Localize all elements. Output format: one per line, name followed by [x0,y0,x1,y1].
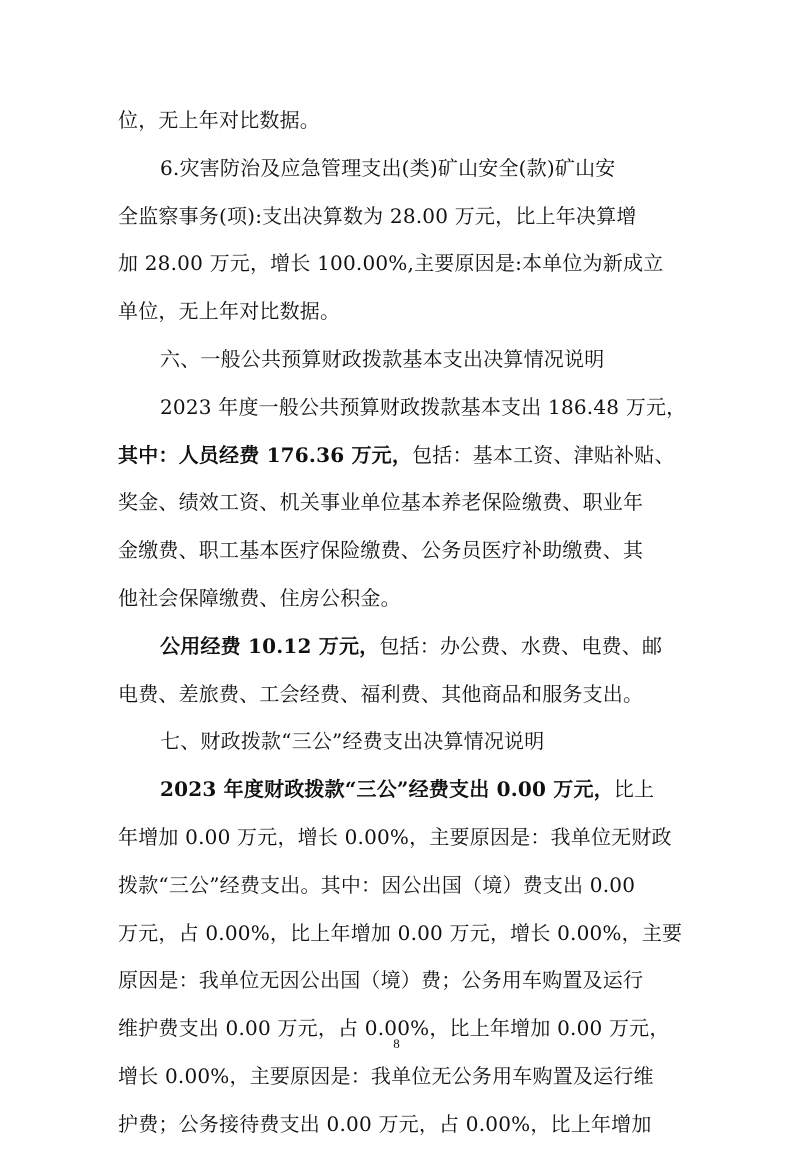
paragraph-line: 2023 年度一般公共预算财政拨款基本支出 186.48 万元， [160,394,687,419]
paragraph-line: 维护费支出 0.00 万元，占 0.00%，比上年增加 0.00 万元， [118,1016,670,1041]
paragraph-line: 位，无上年对比数据。 [118,108,320,132]
paragraph-line: 2023 年度财政拨款“三公”经费支出 0.00 万元，比上 [160,777,655,802]
section-heading: 七、财政拨款“三公”经费支出决算情况说明 [160,729,545,754]
bold-text: 2023 年度财政拨款“三公”经费支出 0.00 万元， [160,777,614,802]
section-heading: 六、一般公共预算财政拨款基本支出决算情况说明 [160,346,605,371]
paragraph-line: 加 28.00 万元，增长 100.00%,主要原因是:本单位为新成立 [118,251,664,276]
paragraph-line: 金缴费、职工基本医疗保险缴费、公务员医疗补助缴费、其 [118,538,644,563]
bold-text: 公用经费 10.12 万元， [160,633,380,658]
paragraph-line: 全监察事务(项):支出决算数为 28.00 万元，比上年决算增 [118,203,637,228]
paragraph-line: 其中：人员经费 176.36 万元，包括：基本工资、津贴补贴、 [118,442,675,467]
paragraph-line: 年增加 0.00 万元，增长 0.00%，主要原因是：我单位无财政 [118,824,672,849]
paragraph-line: 万元，占 0.00%，比上年增加 0.00 万元，增长 0.00%，主要 [118,920,683,945]
paragraph-line: 6.灾害防治及应急管理支出(类)矿山安全(款)矿山安 [160,155,616,180]
paragraph-line: 拨款“三公”经费支出。其中：因公出国（境）费支出 0.00 [118,872,636,897]
bold-text: 其中：人员经费 176.36 万元， [118,442,413,467]
paragraph-line: 单位，无上年对比数据。 [118,299,341,324]
paragraph-line: 他社会保障缴费、住房公积金。 [118,585,401,610]
paragraph-line: 奖金、绩效工资、机关事业单位基本养老保险缴费、职业年 [118,490,644,515]
document-body [118,97,687,1149]
paragraph-line: 护费；公务接待费支出 0.00 万元，占 0.00%，比上年增加 [118,1111,652,1136]
paragraph-line: 公用经费 10.12 万元，包括：办公费、水费、电费、邮 [160,633,663,658]
page-number: 8 [393,1036,400,1051]
paragraph-line: 电费、差旅费、工会经费、福利费、其他商品和服务支出。 [118,681,644,706]
paragraph-line: 增长 0.00%，主要原因是：我单位无公务用车购置及运行维 [118,1063,654,1088]
paragraph-line: 原因是：我单位无因公出国（境）费；公务用车购置及运行 [118,968,644,993]
